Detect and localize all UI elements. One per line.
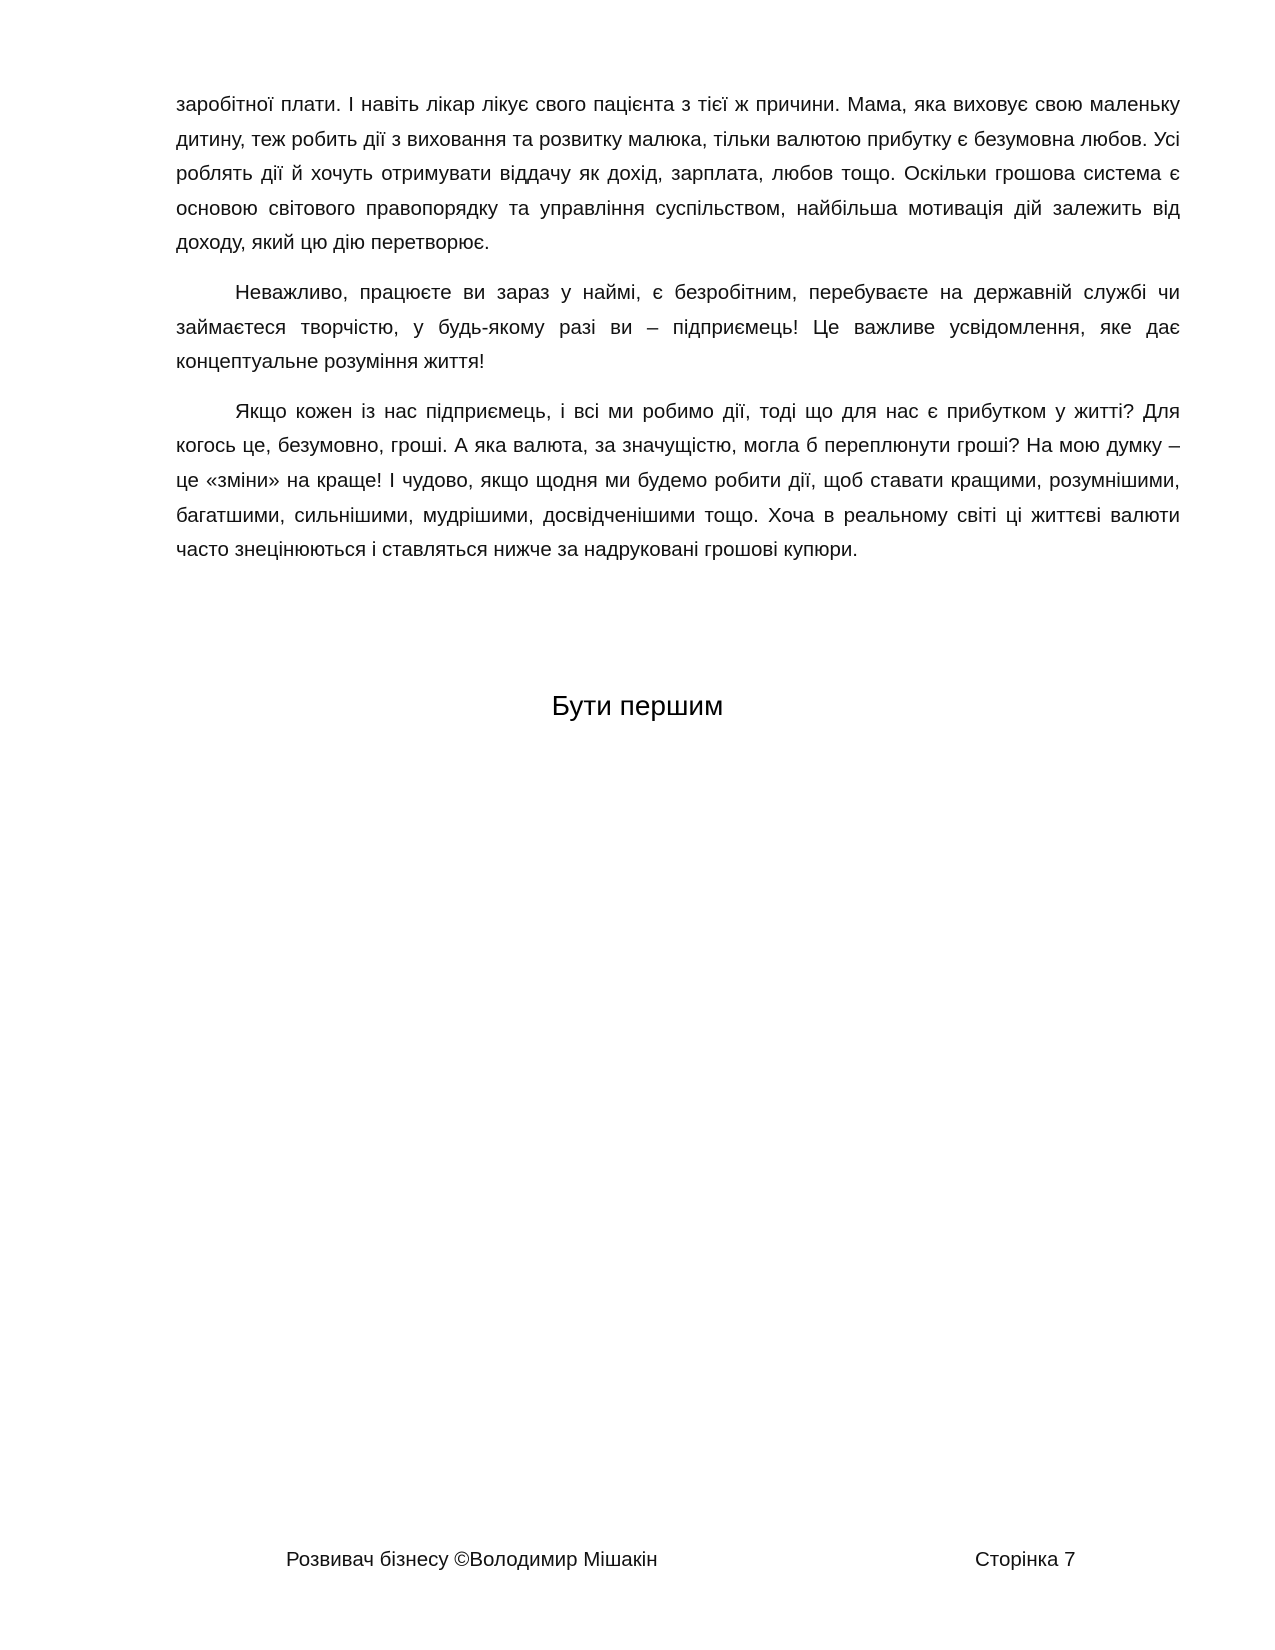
footer-page-number: Сторінка 7 (975, 1548, 1076, 1571)
footer-author: Розвивач бізнесу ©Володимир Мішакін (286, 1548, 658, 1571)
paragraph-1: заробітної плати. І навіть лікар лікує свого пацієнта з тієї ж причини. Мама, яка виховує свою маленьку дитину, теж робить дії з виховання та розвитку малюка, тільки валютою прибутку є безумовна любов. Усі роблять дії й хочуть отримувати віддачу як дохід, зарплата, любов тощо. Оскільки грошова система є основою світового правопорядку та управління суспільством, найбільша мотивація дій залежить від доходу, який цю дію перетворює. (176, 93, 1180, 255)
body-text (176, 88, 1180, 583)
section-heading: Бути першим (551, 690, 724, 721)
paragraph-3: Якщо кожен із нас підприємець, і всі ми робимо дії, тоді що для нас є прибутком у житті? Для когось це, безумовно, гроші. А яка валюта, за значущістю, могла б переплюнути гроші? На мою думку – це «зміни» на краще! І чудово, якщо щодня ми будемо робити дії, щоб ставати кращими, розумнішими, багатшими, сильнішими, мудрішими, досвідченішими тощо. Хоча в реальному світі ці життєві валюти часто знецінюються і ставляться нижче за надруковані грошові купюри. (176, 399, 1180, 562)
paragraph-2: Неважливо, працюєте ви зараз у наймі, є безробітним, перебуваєте на державній службі чи займаєтеся творчістю, у будь-якому разі ви – підприємець! Це важливе усвідомлення, яке дає концептуальне розуміння життя! (176, 280, 1180, 374)
